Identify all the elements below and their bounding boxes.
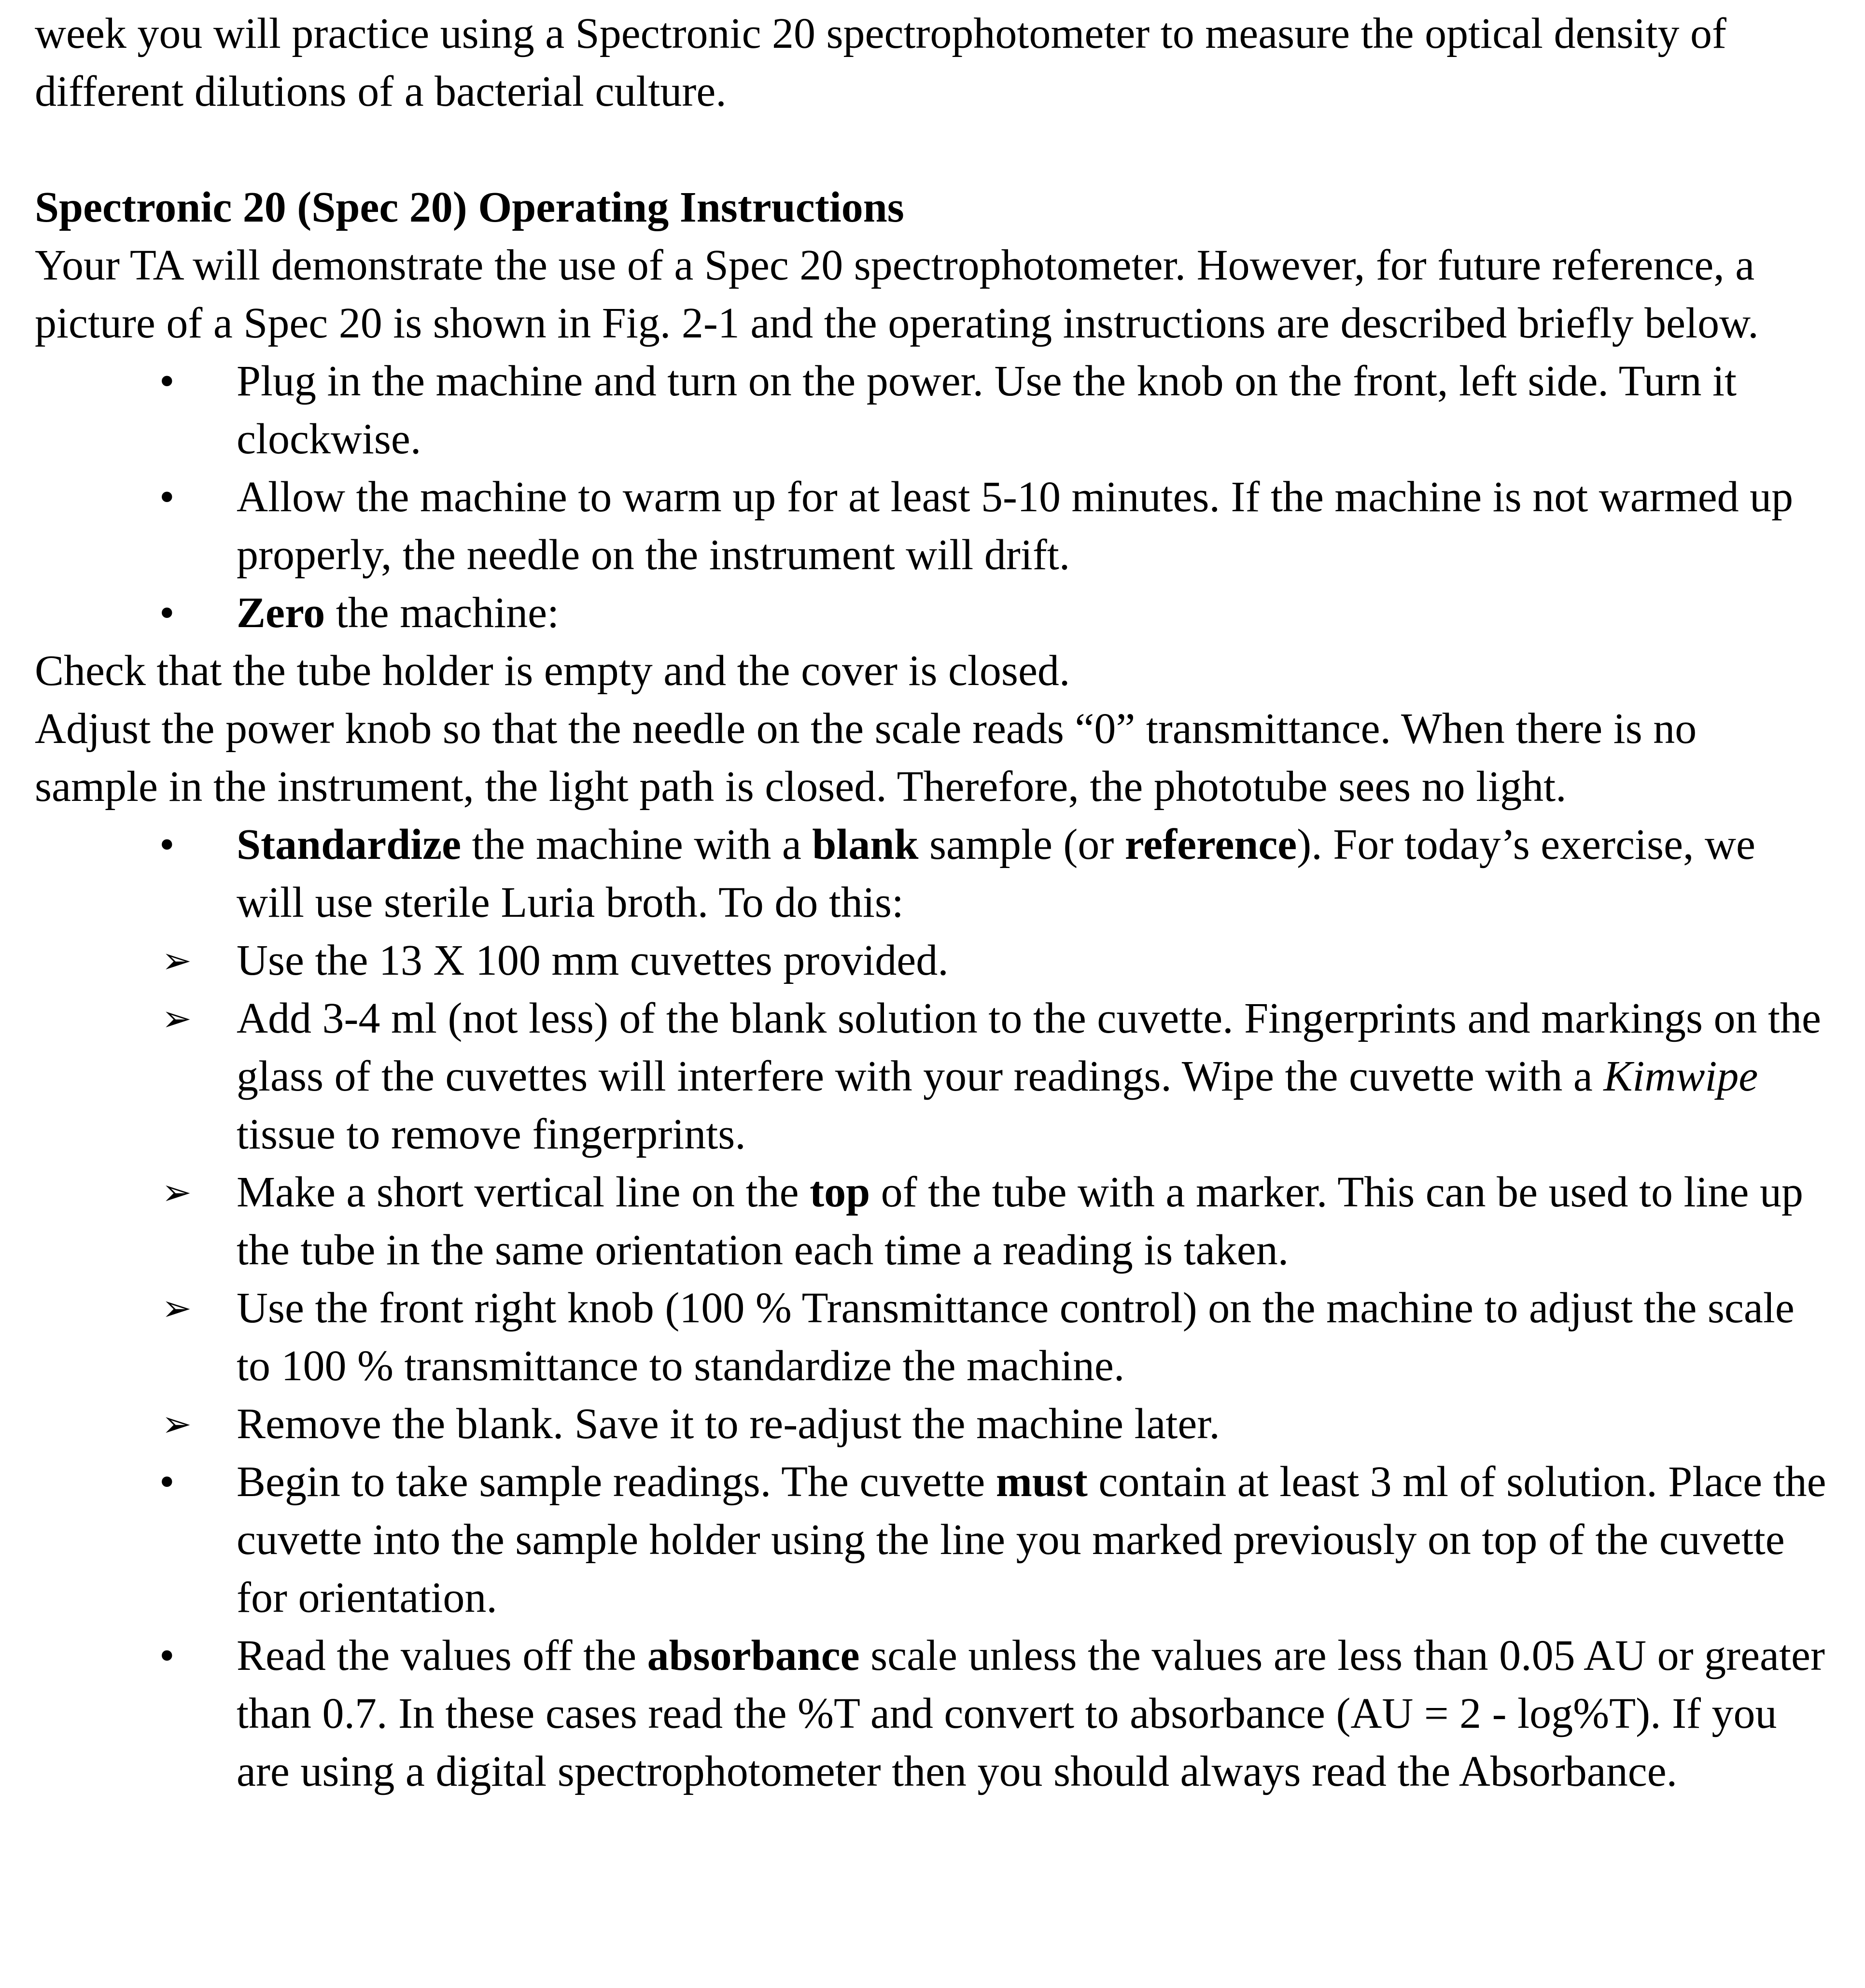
bullet-item-text: Begin to take sample readings. The cuvette must contain at least 3 ml of solution. Place the cuvette into the sample holder using the line you marked previously on top of the cuvette for orientation. [237, 1458, 1826, 1622]
bullet-item-text: Zero the machine: [237, 589, 560, 637]
arrow-item-remove-blank [35, 1395, 1830, 1453]
bullet-item-text: Standardize the machine with a blank sample (or reference). For today’s exercise, we will use sterile Luria broth. To do this: [237, 821, 1755, 926]
bullet-icon: • [159, 1632, 175, 1680]
bullet-icon: • [159, 357, 175, 405]
paragraph-adjust-power-knob: Adjust the power knob so that the needle on the scale reads “0” transmittance. When there is no sample in the instrument, the light path is closed. Therefore, the phototube sees no light. [35, 705, 1697, 811]
bullet-item-read-absorbance [35, 1627, 1830, 1801]
arrow-item-front-right-knob [35, 1279, 1830, 1395]
bullet-item-text: Plug in the machine and turn on the power. Use the knob on the front, left side. Turn it clockwise. [237, 357, 1737, 463]
bullet-item-text: Allow the machine to warm up for at least 5-10 minutes. If the machine is not warmed up properly, the needle on the instrument will drift. [237, 473, 1794, 579]
arrow-item-text: Remove the blank. Save it to re-adjust the machine later. [237, 1400, 1220, 1448]
arrow-bullet-icon: ➢ [162, 1172, 192, 1213]
bullet-item-zero-machine [35, 584, 1830, 642]
arrow-bullet-icon: ➢ [162, 940, 192, 981]
bullet-icon: • [159, 589, 175, 637]
arrow-bullet-icon: ➢ [162, 1288, 192, 1329]
bullet-icon: • [159, 1458, 175, 1506]
arrow-item-use-cuvettes [35, 932, 1830, 990]
section-heading-operating-instructions: Spectronic 20 (Spec 20) Operating Instructions [35, 183, 904, 231]
arrow-item-text: Make a short vertical line on the top of the tube with a marker. This can be used to line up the tube in the same orientation each time a reading is taken. [237, 1168, 1803, 1274]
paragraph-check-tube-holder: Check that the tube holder is empty and the cover is closed. [35, 647, 1070, 695]
bullet-item-standardize [35, 816, 1830, 932]
paragraph-ta-demonstration: Your TA will demonstrate the use of a Spec 20 spectrophotometer. However, for future reference, a picture of a Spec 20 is shown in Fig. 2-1 and the operating instructions are described briefly below. [35, 241, 1759, 347]
arrow-bullet-icon: ➢ [162, 1403, 192, 1445]
bullet-item-text: Read the values off the absorbance scale unless the values are less than 0.05 AU or greater than 0.7. In these cases read the %T and convert to absorbance (AU = 2 - log%T). If you are using a digital spectrophotometer then you should always read the Absorbance. [237, 1632, 1825, 1795]
bullet-item-warm-up [35, 468, 1830, 584]
bullet-icon: • [159, 473, 175, 521]
arrow-bullet-icon: ➢ [162, 998, 192, 1039]
bullet-icon: • [159, 821, 175, 868]
arrow-item-text: Use the front right knob (100 % Transmittance control) on the machine to adjust the scale to 100 % transmittance to standardize the machine. [237, 1284, 1795, 1390]
bullet-item-plug-in [35, 352, 1830, 468]
arrow-item-text: Use the 13 X 100 mm cuvettes provided. [237, 937, 949, 984]
arrow-item-add-blank-solution [35, 990, 1830, 1163]
arrow-item-mark-vertical-line [35, 1163, 1830, 1279]
bullet-item-sample-readings [35, 1453, 1830, 1627]
arrow-item-text: Add 3-4 ml (not less) of the blank solution to the cuvette. Fingerprints and markings on the glass of the cuvettes will interfere with your readings. Wipe the cuvette with a Kimwipe tissue to remove fingerprints. [237, 994, 1821, 1158]
intro-paragraph: week you will practice using a Spectronic 20 spectrophotometer to measure the optical density of different dilutions of a bacterial culture. [35, 10, 1726, 115]
